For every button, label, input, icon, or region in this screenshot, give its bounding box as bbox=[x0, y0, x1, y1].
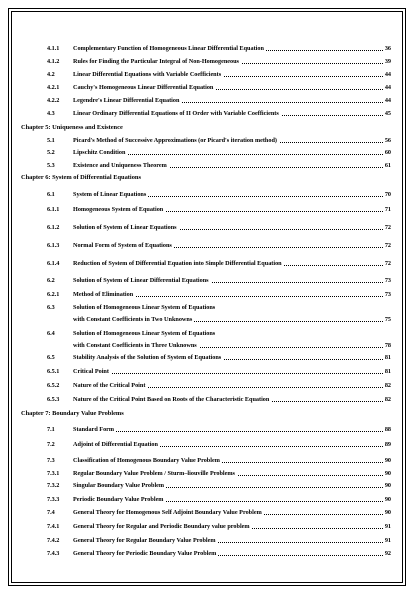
section-number: 5.1 bbox=[47, 137, 55, 144]
page-number: 90 bbox=[384, 509, 391, 516]
page-number: 88 bbox=[384, 426, 391, 433]
section-number: 5.3 bbox=[47, 162, 55, 169]
section-title: Adjoint of Differential Equation bbox=[73, 441, 158, 448]
page-number: 45 bbox=[384, 110, 391, 117]
section-title: Cauchy's Homogeneous Linear Differential Equation bbox=[73, 84, 214, 91]
section-title: Solution of Homogeneous Linear System of Equations bbox=[73, 304, 216, 311]
section-title-continued: with Constant Coefficients in Three Unknowns bbox=[73, 342, 197, 349]
page-number: 89 bbox=[384, 441, 391, 448]
section-number: 7.2 bbox=[47, 441, 55, 448]
section-title: Linear Differential Equations with Variable Coefficients bbox=[73, 71, 222, 78]
section-number: 7.4.1 bbox=[47, 523, 60, 530]
section-title: Stability Analysis of the Solution of System of Equations bbox=[73, 354, 222, 361]
page-number: 73 bbox=[384, 277, 391, 284]
page-number: 71 bbox=[384, 206, 391, 213]
section-title: Periodic Boundary Value Problem bbox=[73, 496, 164, 503]
section-number: 7.3.2 bbox=[47, 482, 60, 489]
section-title: Reduction of System of Differential Equation into Simple Differential Equation bbox=[73, 260, 282, 267]
section-title: Normal Form of System of Equations bbox=[73, 242, 172, 249]
section-title: General Theory for Regular Boundary Value Problem bbox=[73, 537, 216, 544]
section-number: 4.2.1 bbox=[47, 84, 60, 91]
page-number: 91 bbox=[384, 523, 391, 530]
section-number: 4.1.1 bbox=[47, 45, 60, 52]
section-number: 6.1.1 bbox=[47, 206, 60, 213]
page-number: 78 bbox=[384, 342, 391, 349]
section-number: 6.1.4 bbox=[47, 260, 60, 267]
section-title: Linear Ordinary Differential Equations of II Order with Variable Coefficients bbox=[73, 110, 279, 117]
page-number: 91 bbox=[384, 537, 391, 544]
page-number: 73 bbox=[384, 291, 391, 298]
section-title: Regular Boundary Value Problem / Sturm–liouville Problems bbox=[73, 470, 235, 477]
section-title: Solution of System of Linear Equations bbox=[73, 224, 177, 231]
page-number: 90 bbox=[384, 496, 391, 503]
section-title-continued: with Constant Coefficients in Two Unknowns bbox=[73, 316, 193, 323]
section-title: Solution of Homogeneous Linear System of Equations bbox=[73, 330, 216, 337]
page-number: 81 bbox=[384, 368, 391, 375]
section-number: 6.5.2 bbox=[47, 382, 60, 389]
section-number: 6.1.2 bbox=[47, 224, 60, 231]
section-title: Legendre's Linear Differential Equation bbox=[73, 97, 180, 104]
page-number: 60 bbox=[384, 149, 391, 156]
section-title: Complementary Function of Homogeneous Linear Differential Equation bbox=[73, 45, 264, 52]
section-number: 6.5.3 bbox=[47, 396, 60, 403]
chapter-title: Chapter 7: Boundary Value Problems bbox=[21, 410, 124, 417]
section-number: 5.2 bbox=[47, 149, 55, 156]
page-number: 72 bbox=[384, 260, 391, 267]
page-number: 82 bbox=[384, 396, 391, 403]
section-title: Rules for Finding the Particular Integral of Non-Homogeneous bbox=[73, 58, 239, 65]
section-number: 7.4 bbox=[47, 509, 55, 516]
section-title: Classification of Homogenous Boundary Value Problem bbox=[73, 457, 220, 464]
page-number: 75 bbox=[384, 316, 391, 323]
section-number: 4.2 bbox=[47, 71, 55, 78]
page-number: 39 bbox=[384, 58, 391, 65]
section-title: Nature of the Critical Point bbox=[73, 382, 146, 389]
section-title: Method of Elimination bbox=[73, 291, 134, 298]
section-number: 6.3 bbox=[47, 304, 55, 311]
section-number: 6.5 bbox=[47, 354, 55, 361]
section-title: Singular Boundary Value Problem bbox=[73, 482, 165, 489]
section-number: 6.2 bbox=[47, 277, 55, 284]
section-title: Nature of the Critical Point Based on Roots of the Characteristic Equation bbox=[73, 396, 270, 403]
page-number: 90 bbox=[384, 457, 391, 464]
dot-leader bbox=[73, 431, 383, 432]
page-number: 92 bbox=[384, 550, 391, 557]
section-title: Picard's Method of Successive Approximations (or Picard's iteration method) bbox=[73, 137, 277, 144]
section-title: Existence and Uniqueness Theorem bbox=[73, 162, 167, 169]
section-number: 6.2.1 bbox=[47, 291, 60, 298]
page-number: 56 bbox=[384, 137, 391, 144]
section-number: 7.3.3 bbox=[47, 496, 60, 503]
section-title: Lipschitz Condition bbox=[73, 149, 126, 156]
page-number: 44 bbox=[384, 71, 391, 78]
section-title: General Theory for Homogenous Self Adjoint Boundary Value Problem bbox=[73, 509, 262, 516]
page-number: 72 bbox=[384, 242, 391, 249]
chapter-title: Chapter 5: Uniqueness and Existence bbox=[21, 124, 123, 131]
page-number: 36 bbox=[384, 45, 391, 52]
dot-leader bbox=[73, 373, 383, 374]
section-title: Solution of System of Linear Differential Equations bbox=[73, 277, 209, 284]
section-title: Standard Form bbox=[73, 426, 115, 433]
section-title: General Theory for Regular and Periodic Boundary value problem bbox=[73, 523, 250, 530]
chapter-title: Chapter 6: System of Differential Equations bbox=[21, 174, 141, 181]
section-number: 6.1.3 bbox=[47, 242, 60, 249]
section-number: 4.1.2 bbox=[47, 58, 60, 65]
section-number: 7.3.1 bbox=[47, 470, 60, 477]
page-number: 72 bbox=[384, 224, 391, 231]
section-title: Homogeneous System of Equation bbox=[73, 206, 164, 213]
section-number: 4.2.2 bbox=[47, 97, 60, 104]
section-number: 4.3 bbox=[47, 110, 55, 117]
section-title: System of Linear Equations bbox=[73, 191, 147, 198]
page-number: 82 bbox=[384, 382, 391, 389]
section-number: 7.3 bbox=[47, 457, 55, 464]
section-number: 7.4.2 bbox=[47, 537, 60, 544]
page-number: 44 bbox=[384, 84, 391, 91]
page-number: 90 bbox=[384, 470, 391, 477]
section-number: 6.5.1 bbox=[47, 368, 60, 375]
page-number: 81 bbox=[384, 354, 391, 361]
page-number: 70 bbox=[384, 191, 391, 198]
page-number: 90 bbox=[384, 482, 391, 489]
section-number: 6.1 bbox=[47, 191, 55, 198]
section-number: 6.4 bbox=[47, 330, 55, 337]
section-title: Critical Point bbox=[73, 368, 109, 375]
page-number: 61 bbox=[384, 162, 391, 169]
section-number: 7.1 bbox=[47, 426, 55, 433]
page-number: 44 bbox=[384, 97, 391, 104]
section-number: 7.4.3 bbox=[47, 550, 60, 557]
section-title: General Theory for Periodic Boundary Value Problem bbox=[73, 550, 217, 557]
